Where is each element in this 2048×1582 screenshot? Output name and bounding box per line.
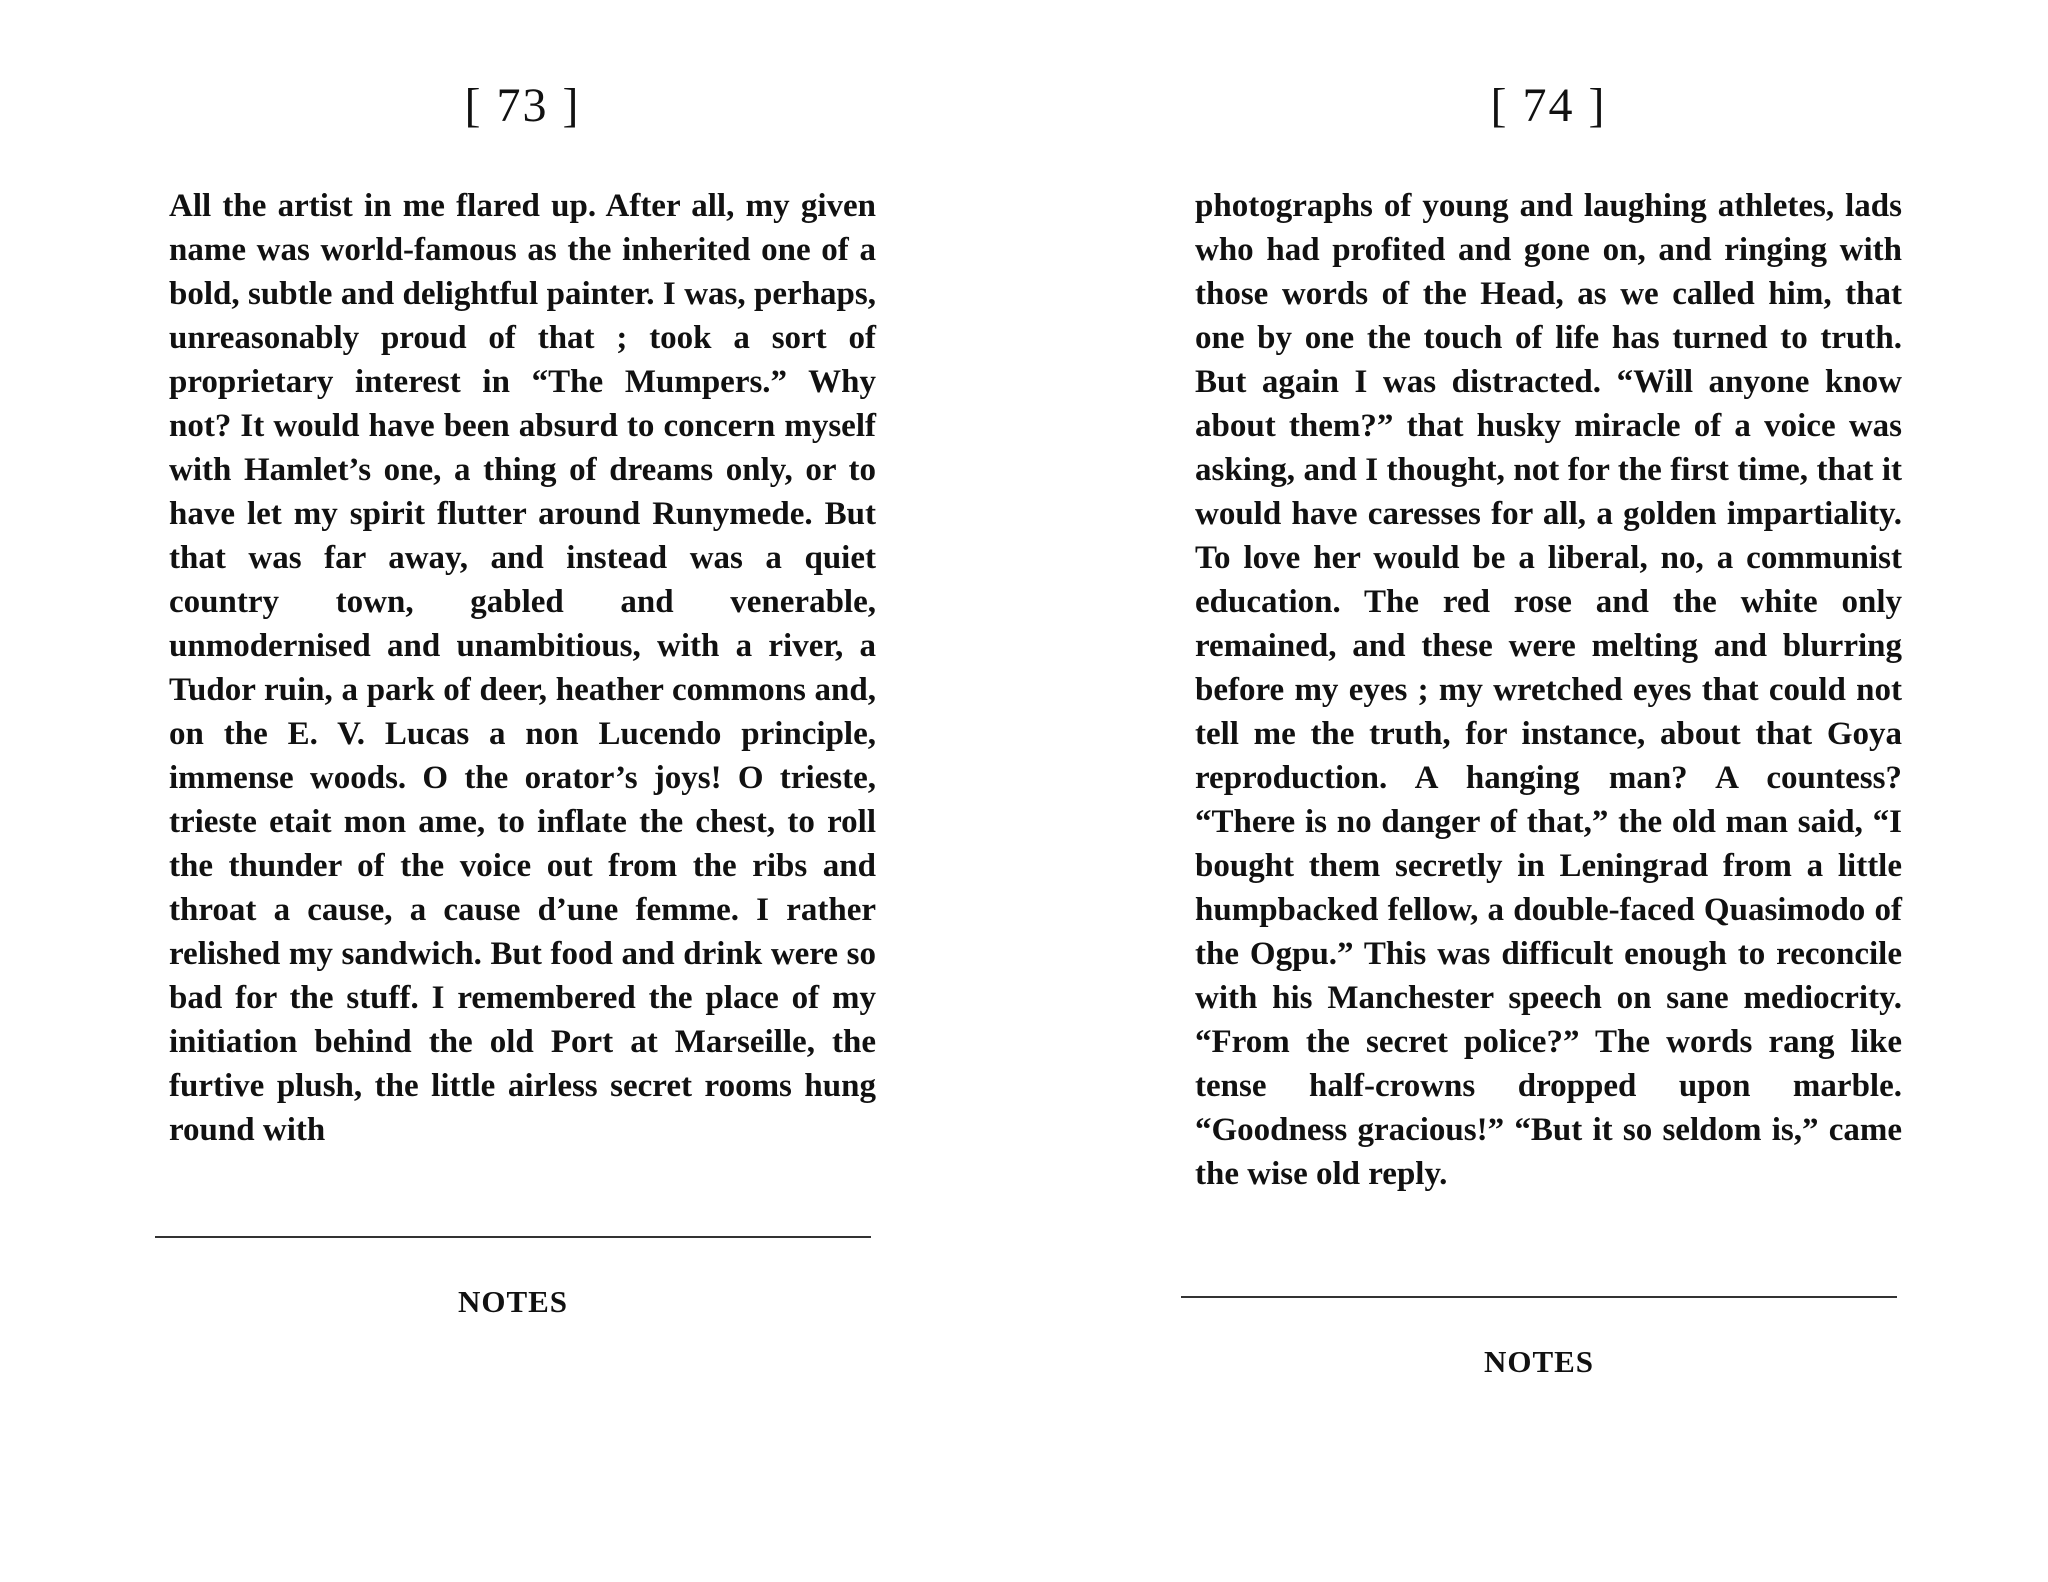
body-text: photographs of young and laughing athletes, lads who had profited and gone on, and ringing with those words of the Head, as we called him, that one by one the touch of life has turned to truth. But again I was distracted. “Will anyone know about them?” that husky miracle of a voice was asking, and I thought, not for the first time, that it would have caresses for all, a golden impartiality. To love her would be a liberal, no, a communist education. The red rose and the white only remained, and these were melting and blurring before my eyes ; my wretched eyes that could not tell me the truth, for instance, about that Goya reproduction. A hanging man? A countess? “There is no danger of that,” the old man said, “I bought them secretly in Leningrad from a little humpbacked fellow, a double-faced Quasimodo of the Ogpu.” This was difficult enough to reconcile with his Manchester speech on sane mediocrity. “From the secret police?” The words rang like tense half-crowns dropped upon marble. “Goodness gracious!” “But it so seldom is,” came the wise old reply. [1195,188,1902,1192]
notes-heading: NOTES [1483,1344,1595,1379]
notes-heading: NOTES [457,1284,569,1319]
page-number: [ 73 ] [464,79,581,132]
body-text: All the artist in me flared up. After all, my given name was world-famous as the inherited one of a bold, subtle and delightful painter. I was, perhaps, unreasonably proud of that ; took a sort of proprietary interest in “The Mumpers.” Why not? It would have been absurd to concern myself with Hamlet’s one, a thing of dreams only, or to have let my spirit flutter around Runymede. But that was far away, and instead was a quiet country town, gabled and venerable, unmodernised and unambitious, with a river, a Tudor ruin, a park of deer, heather commons and, on the E. V. Lucas a non Lucendo principle, immense woods. O the orator’s joys! O trieste, trieste etait mon ame, to inflate the chest, to roll the thunder of the voice out from the ribs and throat a cause, a cause d’une femme. I rather relished my sandwich. But food and drink were so bad for the stuff. I remembered the place of my initiation behind the old Port at Marseille, the furtive plush, the little airless secret rooms hung round with [169,188,876,1148]
left-page [155,0,890,1582]
notes-divider [1181,1296,1897,1298]
page-number: [ 74 ] [1490,79,1607,132]
notes-divider [155,1236,871,1238]
right-page [1181,0,1916,1582]
